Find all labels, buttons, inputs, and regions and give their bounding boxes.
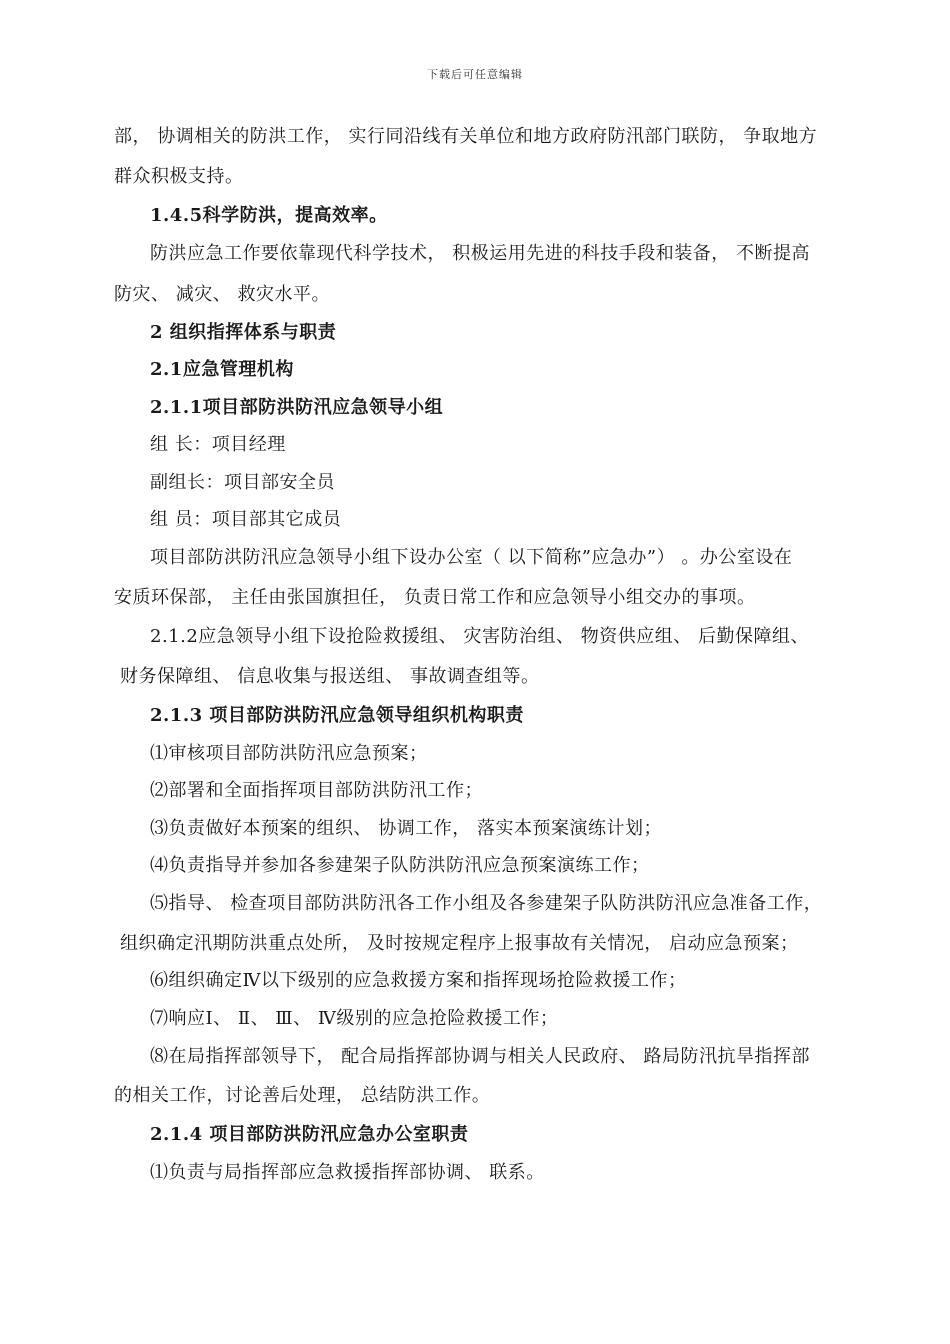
body-line: 组 员：项目部其它成员: [150, 509, 342, 530]
list-item: ⑺响应Ⅰ、 Ⅱ、 Ⅲ、 Ⅳ级别的应急抢险救援工作；: [150, 1008, 559, 1029]
body-line: 防洪应急工作要依靠现代科学技术， 积极运用先进的科技手段和装备， 不断提高: [150, 243, 810, 264]
body-line: 安质环保部， 主任由张国旗担任， 负责日常工作和应急领导小组交办的事项。: [114, 587, 756, 608]
body-line: 组织确定汛期防洪重点处所， 及时按规定程序上报事故有关情况， 启动应急预案；: [120, 933, 799, 954]
body-line: 2.1.2应急领导小组下设抢险救援组、 灾害防治组、 物资供应组、 后勤保障组、: [150, 626, 809, 647]
body-line: 项目部防洪防汛应急领导小组下设办公室（ 以下简称”应急办”） 。办公室设在: [150, 547, 793, 568]
section-heading: 2.1应急管理机构: [150, 359, 294, 380]
list-item: ⑷负责指导并参加各参建架子队防洪防汛应急预案演练工作；: [150, 855, 650, 876]
body-line: 财务保障组、 信息收集与报送组、 事故调查组等。: [120, 666, 540, 687]
body-line: 副组长：项目部安全员: [150, 472, 335, 493]
list-item: ⑻在局指挥部领导下， 配合局指挥部协调与相关人民政府、 路局防汛抗旱指挥部: [150, 1046, 810, 1067]
section-heading: 2.1.1项目部防洪防汛应急领导小组: [150, 397, 444, 418]
page-header: 下载后可任意编辑: [427, 68, 523, 81]
list-item: ⑸指导、 检查项目部防洪防汛各工作小组及各参建架子队防洪防汛应急准备工作，: [150, 893, 823, 914]
list-item: ⑴负责与局指挥部应急救援指挥部协调、 联系。: [150, 1162, 545, 1183]
section-heading: 1.4.5科学防洪，提高效率。: [150, 205, 388, 226]
list-item: ⑴审核项目部防洪防汛应急预案；: [150, 743, 428, 764]
body-line: 防灾、 减灾、 救灾水平。: [114, 284, 330, 305]
list-item: ⑹组织确定Ⅳ以下级别的应急救援方案和指挥现场抢险救援工作；: [150, 970, 687, 991]
body-line: 部， 协调相关的防洪工作， 实行同沿线有关单位和地方政府防汛部门联防， 争取地方: [114, 126, 818, 147]
section-heading: 2 组织指挥体系与职责: [150, 322, 337, 343]
list-item: ⑵部署和全面指挥项目部防洪防汛工作；: [150, 780, 483, 801]
list-item: ⑶负责做好本预案的组织、 协调工作， 落实本预案演练计划；: [150, 818, 662, 839]
body-line: 的相关工作，讨论善后处理， 总结防洪工作。: [114, 1085, 491, 1106]
body-line: 群众积极支持。: [114, 166, 244, 187]
body-line: 组 长：项目经理: [150, 434, 286, 455]
section-heading: 2.1.3 项目部防洪防汛应急领导组织机构职责: [150, 705, 524, 726]
section-heading: 2.1.4 项目部防洪防汛应急办公室职责: [150, 1124, 469, 1145]
